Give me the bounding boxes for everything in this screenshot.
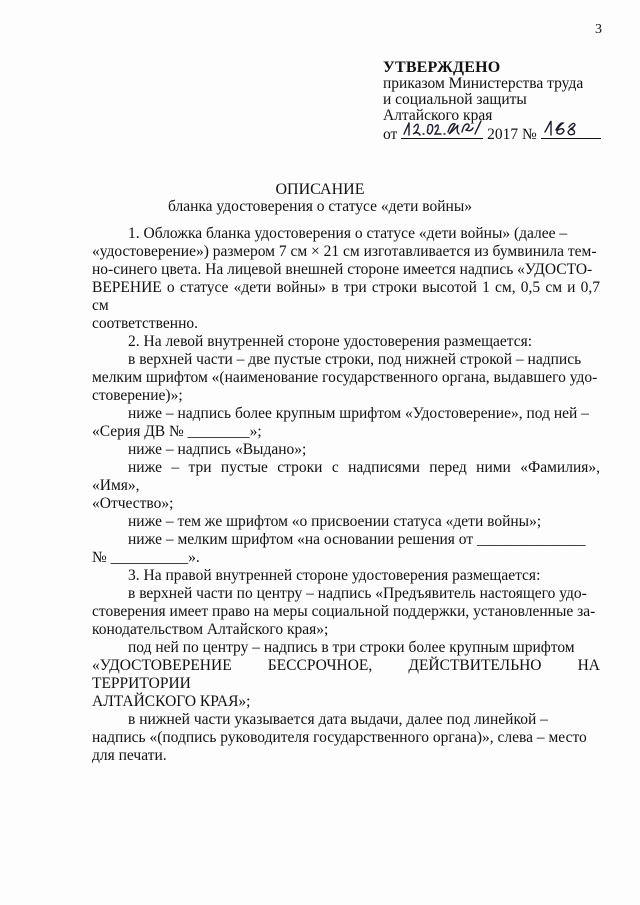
p1-line-3: но-синего цвета. На лицевой внешней стороне имеется надпись «УДОСТО- bbox=[92, 261, 593, 278]
p3-a-line-1: в верхней части по центру – надпись «Предъявитель настоящего удо- bbox=[128, 585, 587, 602]
p2-heading: 2. На левой внутренней стороне удостоверения размещается: bbox=[128, 333, 533, 350]
p3-c-line-1: в нижней части указывается дата выдачи, далее под линейкой – bbox=[128, 711, 548, 728]
page-number: 3 bbox=[595, 22, 602, 37]
p2-b-line-1: ниже – надпись более крупным шрифтом «Удостоверение», под ней – bbox=[128, 405, 589, 422]
document-title: ОПИСАНИЕ bbox=[275, 181, 365, 198]
handwritten-number-scribble bbox=[541, 118, 601, 140]
p2-a-line-3: стоверение)»; bbox=[92, 387, 183, 404]
document-body bbox=[92, 225, 600, 765]
approval-block bbox=[383, 60, 601, 143]
p3-heading: 3. На правой внутренней стороне удостоверения размещается: bbox=[128, 567, 541, 584]
p3-b-line-2: «УДОСТОВЕРЕНИЕ БЕССРОЧНОЕ, ДЕЙСТВИТЕЛЬНО НА ТЕРРИТОРИИ bbox=[92, 657, 600, 692]
p2-f-line-2: № __________». bbox=[92, 549, 200, 566]
p2-c-line: ниже – надпись «Выдано»; bbox=[128, 441, 307, 458]
p2-d-line-2: «Отчество»; bbox=[92, 495, 174, 512]
p2-a-line-2: мелким шрифтом «(наименование государственного органа, выдавшего удо- bbox=[92, 369, 598, 386]
p2-e-line: ниже – тем же шрифтом «о присвоении статуса «дети войны»; bbox=[128, 513, 542, 530]
handwritten-date-scribble bbox=[401, 118, 483, 140]
p1-line-5: соответственно. bbox=[92, 315, 198, 332]
p2-a-line-1: в верхней части – две пустые строки, под нижней строкой – надпись bbox=[128, 351, 582, 368]
p1-line-4: ВЕРЕНИЕ о статусе «дети войны» в три строки высотой 1 см, 0,5 см и 0,7 см bbox=[92, 279, 600, 314]
p3-a-line-3: конодательством Алтайского края»; bbox=[92, 621, 329, 638]
year-and-number-label: 2017 № bbox=[487, 126, 537, 143]
p2-b-line-2: «Серия ДВ № ________»; bbox=[92, 423, 262, 440]
approval-line-1: приказом Министерства труда bbox=[383, 75, 584, 92]
approval-heading: УТВЕРЖДЕНО bbox=[383, 59, 501, 76]
p2-f-line-1: ниже – мелким шрифтом «на основании решения от ______________ bbox=[128, 531, 586, 548]
date-prefix: от bbox=[383, 126, 398, 143]
p2-d-line-1: ниже – три пустые строки с надписями перед ними «Фамилия», «Имя», bbox=[92, 459, 600, 494]
approval-line-2: и социальной защиты bbox=[383, 91, 527, 108]
p3-b-line-1: под ней по центру – надпись в три строки более крупным шрифтом bbox=[128, 639, 575, 656]
approval-date-line bbox=[383, 124, 601, 143]
p3-c-line-3: для печати. bbox=[92, 747, 167, 764]
handwritten-date bbox=[401, 124, 483, 139]
document-subtitle: бланка удостоверения о статусе «дети войны» bbox=[167, 198, 473, 215]
p1-line-1: 1. Обложка бланка удостоверения о статусе «дети войны» (далее – bbox=[128, 225, 568, 242]
approval-line-3: Алтайского края bbox=[383, 107, 493, 124]
p3-a-line-2: стоверения имеет право на меры социальной поддержки, установленные за- bbox=[92, 603, 596, 620]
p1-line-2: «удостоверение») размером 7 см × 21 см изготавливается из бумвинила тем- bbox=[92, 243, 597, 260]
handwritten-number bbox=[541, 124, 601, 139]
p3-b-line-3: АЛТАЙСКОГО КРАЯ»; bbox=[92, 693, 251, 710]
p3-c-line-2: надпись «(подпись руководителя государственного органа)», слева – место bbox=[92, 729, 587, 746]
